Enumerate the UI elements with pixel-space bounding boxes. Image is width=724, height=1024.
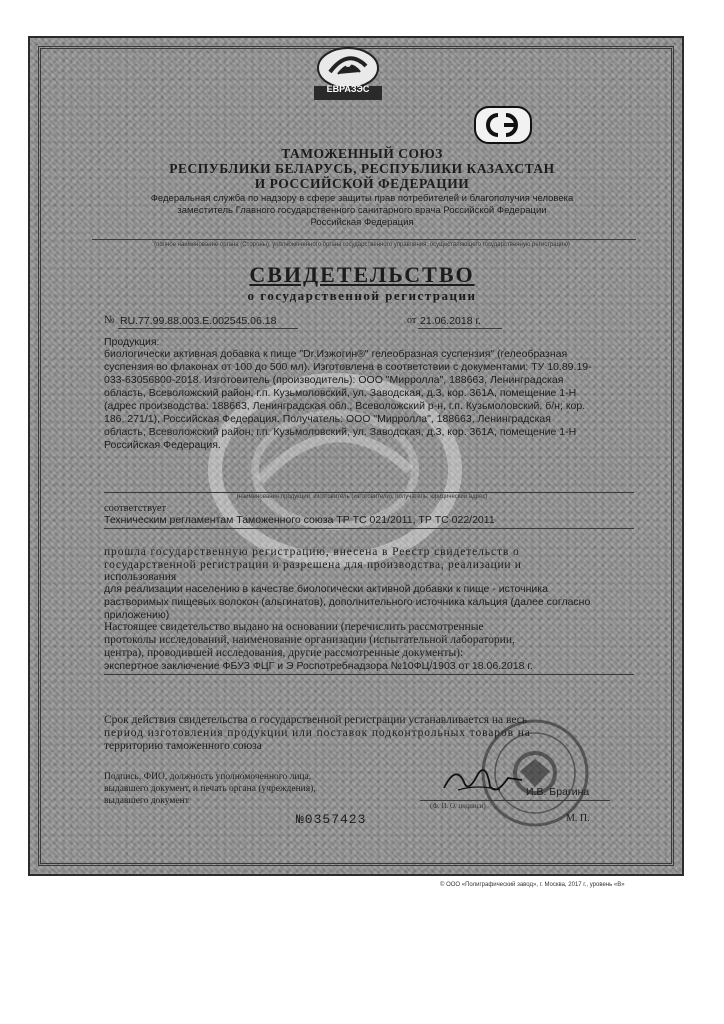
validity-line: период изготовления продукции или поставок подконтрольных товаров на <box>104 727 531 739</box>
signer-name: И.В. Брагина <box>526 786 590 798</box>
seal-place-label: М. П. <box>566 813 590 824</box>
basis-text: экспертное заключение ФБУЗ ФЦГ и Э Роспотребнадзора №10ФЦ/1903 от 18.06.2018 г. <box>104 660 533 672</box>
date-underline <box>418 328 502 329</box>
date-label: от <box>407 315 417 326</box>
product-line: (адрес производства: 188663, Ленинградская обл., Всеволожский р-н, г.п. Кузьмоловский, б/н; кор. <box>104 400 586 412</box>
basis-line: протоколы исследований, наименование организации (испытательной лаборатории, <box>104 634 515 646</box>
certificate-date: 21.06.2018 г. <box>420 315 481 327</box>
signer-caption: (Ф. И. О. подписи) <box>430 802 486 810</box>
document-title: СВИДЕТЕЛЬСТВО <box>249 262 475 287</box>
number-underline <box>118 328 298 329</box>
product-caption: (наименование продукции, изготовитель (изготовители), получатель, юридический адрес) <box>236 494 488 500</box>
product-line: биологически активная добавка к пище "Dr.Изжогин®" гелеобразная суспензия" (гелеобразная <box>104 348 568 360</box>
number-label: № <box>104 314 115 326</box>
header-line-3: И РОССИЙСКОЙ ФЕДЕРАЦИИ <box>254 176 470 191</box>
eurasec-logo <box>300 44 396 104</box>
printer-note: © ООО «Полиграфический завод», г. Москва, 2017 г., уровень «В» <box>440 882 625 888</box>
signature-caption: Подпись, ФИО, должность уполномоченного лица, <box>104 772 312 782</box>
passed-line: использования <box>104 571 177 583</box>
product-line: 186, 271/1), Российская Федерация. Получатель: ООО "Мирролла", 188663, Ленинградская <box>104 413 551 425</box>
usage-line: растворимых пищевых волокон (альгинатов), дополнительного источника кальция (далее согласно <box>104 596 591 608</box>
signature-caption: выдавшего документ, и печать органа (учреждения), <box>104 784 316 794</box>
basis-line: центра), проводившей исследования, другие рассмотренные документы): <box>104 647 464 659</box>
handwritten-signature <box>438 760 528 800</box>
header-line-2: РЕСПУБЛИКИ БЕЛАРУСЬ, РЕСПУБЛИКИ КАЗАХСТАН <box>169 161 555 176</box>
product-line: суспензия во флаконах от 100 до 500 мл). Изготовлена в соответствии с документами: ТУ 10.89.19- <box>104 361 592 373</box>
certificate-number: RU.77.99.88.003.Е.002545.06.18 <box>120 315 277 327</box>
passed-line: прошла государственную регистрацию, внесена в Реестр свидетельств о <box>104 546 520 558</box>
conforms-label: соответствует <box>104 503 167 514</box>
usage-line: приложению) <box>104 609 170 621</box>
conformity-mark-icon <box>474 106 532 144</box>
conforms-underline <box>104 528 634 529</box>
product-underline <box>104 492 634 493</box>
signature-caption: выдавшего документ <box>104 796 189 806</box>
basis-underline <box>104 674 634 675</box>
logo-text: ЕВРАЗЭС <box>326 84 370 94</box>
authority-underline <box>92 239 636 240</box>
serial-number: №0357423 <box>296 812 367 827</box>
authority-line-1: Федеральная служба по надзору в сфере защиты прав потребителей и благополучия человека <box>150 193 574 204</box>
product-line: 033-63056800-2018. Изготовитель (производитель): ООО "Мирролла", 188663, Ленинградская <box>104 374 564 386</box>
header-line-1: ТАМОЖЕННЫЙ СОЮЗ <box>281 146 443 161</box>
validity-line: Срок действия свидетельства о государственной регистрации устанавливается на весь <box>104 714 528 726</box>
authority-caption: (полное наименование органа (Стороны), уполномоченного органа государственного управления, осуществляющего государственную регистрацию) <box>154 242 570 248</box>
authority-line-2: заместитель Главного государственного санитарного врача Российской Федерации <box>177 205 547 216</box>
product-line: область, Всеволожский район, г.п. Кузьмоловский, ул. Заводская, д.3, кор. 361А, помещение 1-Н <box>104 426 577 438</box>
document-subtitle: о государственной регистрации <box>247 288 477 303</box>
basis-line: Настоящее свидетельство выдано на основании (перечислить рассмотренные <box>104 621 484 633</box>
passed-line: государственной регистрации и разрешена для производства, реализации и <box>104 559 522 571</box>
usage-line: для реализации населению в качестве биологически активной добавки к пище - источника <box>104 583 548 595</box>
product-label: Продукция: <box>104 336 160 348</box>
product-line: область, Всеволожский район, г.п. Кузьмоловский, ул. Заводская, д.3, кор. 361А, помещение 1-Н <box>104 387 577 399</box>
signature-underline <box>420 800 610 801</box>
conforms-text: Техническим регламентам Таможенного союза ТР ТС 021/2011, ТР ТС 022/2011 <box>104 514 495 526</box>
validity-line: территорию таможенного союза <box>104 740 262 752</box>
product-line: Российская Федерация. <box>104 439 221 451</box>
authority-line-3: Российская Федерация <box>310 217 414 228</box>
